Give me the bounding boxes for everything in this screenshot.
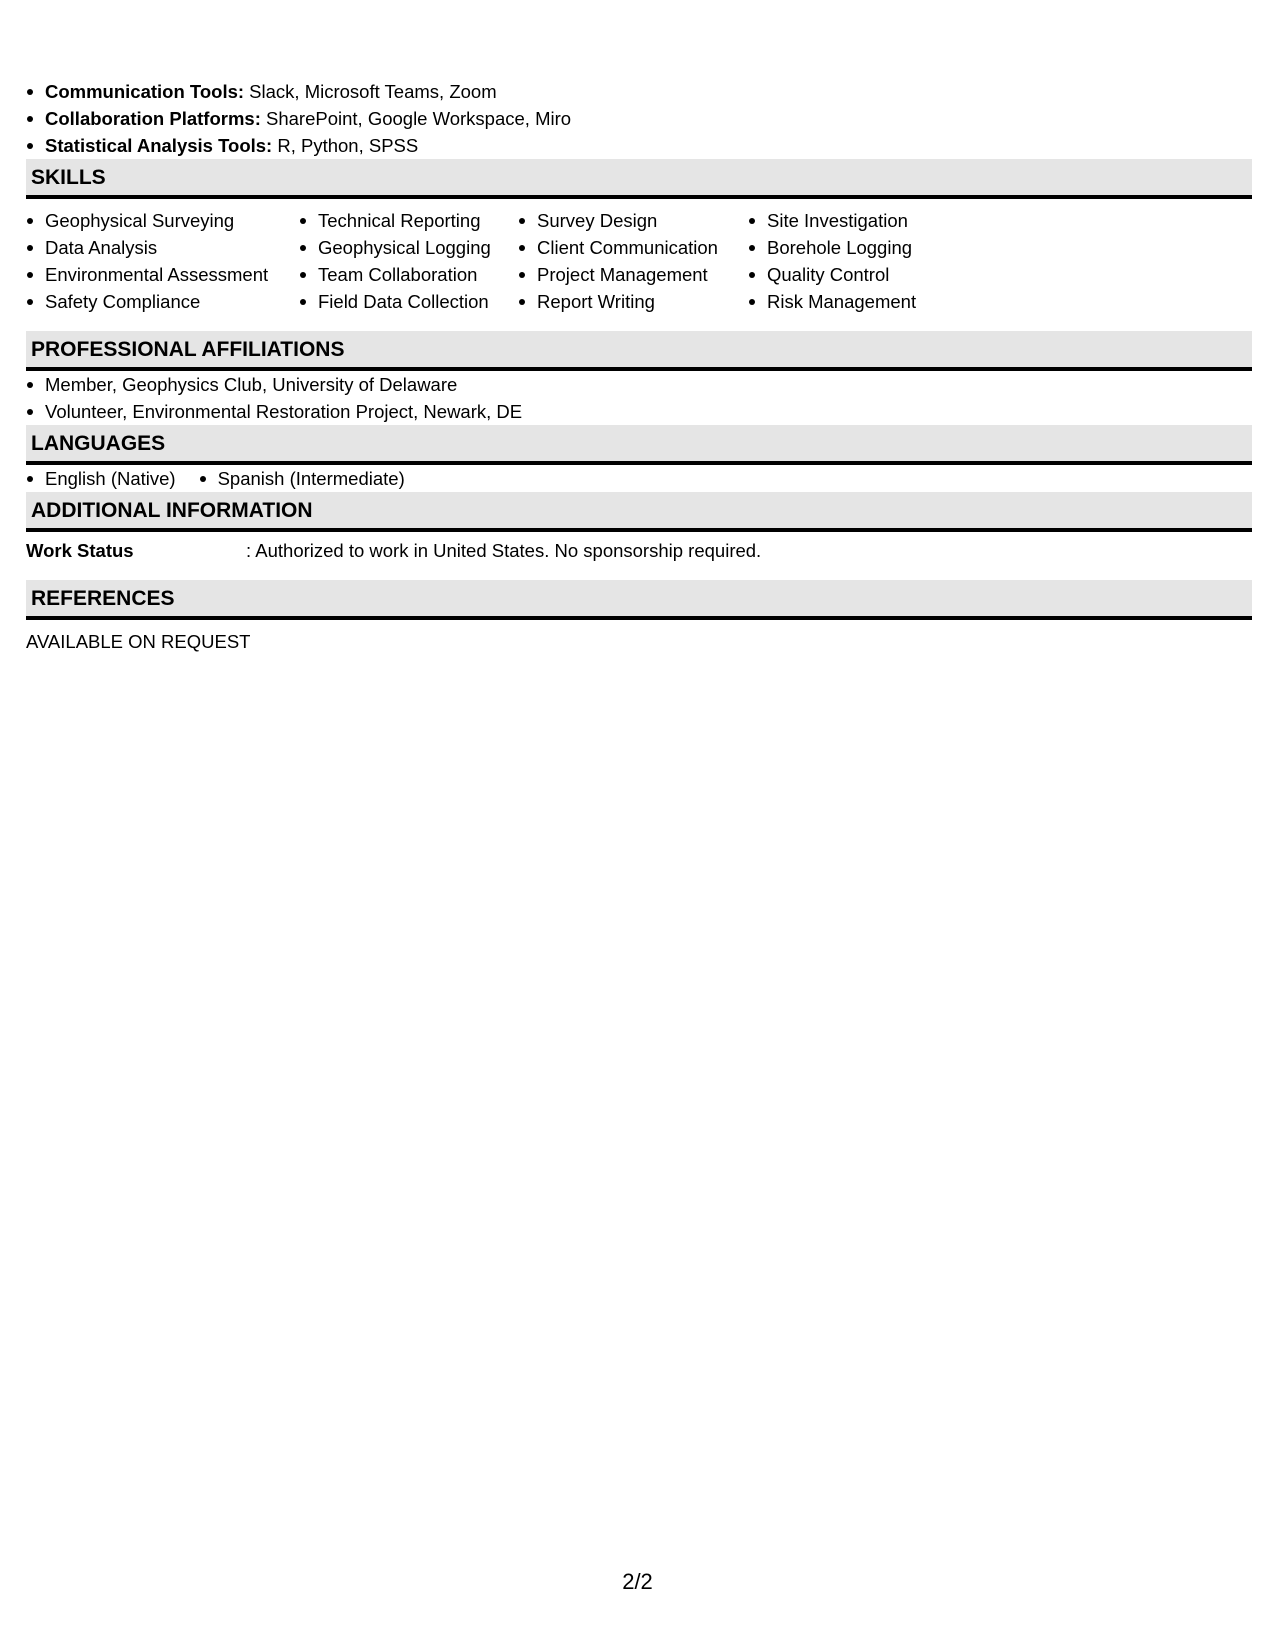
skills-heading: SKILLS (26, 159, 1252, 199)
skills-column (299, 207, 518, 315)
skill-item: Borehole Logging (748, 234, 968, 261)
affiliations-list (26, 371, 1252, 425)
list-item (26, 105, 1252, 132)
references-heading: REFERENCES (26, 580, 1252, 620)
skill-item: Survey Design (518, 207, 748, 234)
language-item: English (Native) (26, 465, 176, 492)
skill-item: Geophysical Surveying (26, 207, 299, 234)
skills-grid (26, 207, 1252, 315)
work-status-label: Work Status (26, 540, 134, 561)
skill-item: Team Collaboration (299, 261, 518, 288)
skill-item: Field Data Collection (299, 288, 518, 315)
skill-item: Safety Compliance (26, 288, 299, 315)
tools-list (26, 78, 1252, 159)
skill-item: Data Analysis (26, 234, 299, 261)
language-item: Spanish (Intermediate) (199, 465, 405, 492)
skill-item: Report Writing (518, 288, 748, 315)
affiliation-item: Volunteer, Environmental Restoration Project, Newark, DE (26, 398, 1252, 425)
tool-value: Slack, Microsoft Teams, Zoom (244, 81, 497, 102)
list-item (26, 132, 1252, 159)
skill-item: Technical Reporting (299, 207, 518, 234)
languages-list (26, 465, 1252, 492)
tool-label: Collaboration Platforms: (45, 108, 261, 129)
skill-item: Site Investigation (748, 207, 968, 234)
list-item (26, 78, 1252, 105)
work-status-row (26, 537, 1252, 564)
tool-label: Statistical Analysis Tools: (45, 135, 273, 156)
affiliation-item: Member, Geophysics Club, University of Delaware (26, 371, 1252, 398)
skill-item: Project Management (518, 261, 748, 288)
additional-info-heading: ADDITIONAL INFORMATION (26, 492, 1252, 532)
skill-item: Environmental Assessment (26, 261, 299, 288)
references-text: AVAILABLE ON REQUEST (26, 631, 251, 652)
tool-value: SharePoint, Google Workspace, Miro (260, 108, 572, 129)
affiliations-heading: PROFESSIONAL AFFILIATIONS (26, 331, 1252, 371)
skills-column (26, 207, 299, 315)
tool-label: Communication Tools: (45, 81, 245, 102)
skill-item: Client Communication (518, 234, 748, 261)
work-status-value: : Authorized to work in United States. No sponsorship required. (246, 540, 762, 561)
skills-column (518, 207, 748, 315)
languages-heading: LANGUAGES (26, 425, 1252, 465)
resume-page (26, 78, 1252, 655)
skills-column (748, 207, 968, 315)
skill-item: Risk Management (748, 288, 968, 315)
skill-item: Quality Control (748, 261, 968, 288)
tool-value: R, Python, SPSS (272, 135, 419, 156)
skill-item: Geophysical Logging (299, 234, 518, 261)
page-number: 2/2 (622, 1569, 653, 1594)
